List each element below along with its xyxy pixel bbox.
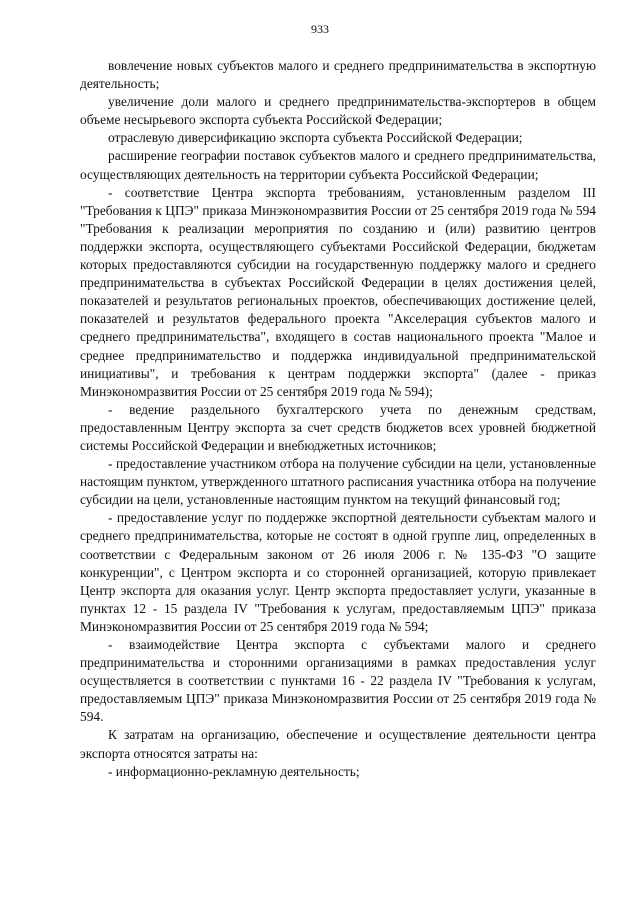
paragraph: - информационно-рекламную деятельность; bbox=[108, 763, 360, 779]
paragraph: - предоставление участником отбора на получение субсидии на цели, установленные настоящим пунктом, утвержденного штатного расписания участника отбора на получение субсидии на цели, установленные настоящим пунктом на текущий финансовый год; bbox=[80, 456, 597, 508]
paragraph: - предоставление услуг по поддержке экспортной деятельности субъектам малого и среднего предпринимательства, которые не состоят в одной группе лиц, определенных в соответствии с Федеральным законом от 26 июля 2006 г. № 135-ФЗ "О защите конкуренции", с Центром экспорта и со сторонней организацией, которую привлекает Центр экспорта для оказания услуг. Центр экспорта предоставляет услуги, указанные в пунктах 12 - 15 раздела IV "Требования к услугам, предоставляемым ЦПЭ" приказа Минэкономразвития России от 25 сентября 2019 года № 594; bbox=[80, 510, 596, 634]
paragraph: К затратам на организацию, обеспечение и осуществление деятельности центра экспорта относятся затраты на: bbox=[80, 727, 596, 761]
paragraph: увеличение доли малого и среднего предпринимательства-экспортеров в общем объеме несырьевого экспорта субъекта Российской Федерации; bbox=[80, 94, 596, 128]
paragraph: расширение географии поставок субъектов малого и среднего предпринимательства, осуществляющих деятельность на территории субъекта Российской Федерации; bbox=[80, 148, 596, 182]
paragraph: - ведение раздельного бухгалтерского учета по денежным средствам, предоставленным Центру экспорта за счет средств бюджетов всех уровней бюджетной системы Российской Федерации и внебюджетных источников; bbox=[80, 401, 596, 453]
paragraph: - взаимодействие Центра экспорта с субъектами малого и среднего предпринимательства и сторонними организациями в рамках предоставления услуг осуществляется в соответствии с пунктами 16 - 22 раздела IV "Требования к услугам, предоставляемым ЦПЭ" приказа Минэкономразвития России от 25 сентября 2019 года № 594. bbox=[80, 637, 596, 725]
paragraph: отраслевую диверсификацию экспорта субъекта Российской Федерации; bbox=[108, 130, 523, 146]
paragraph: - соответствие Центра экспорта требованиям, установленным разделом III "Требования к ЦПЭ" приказа Минэкономразвития России от 25 сентября 2019 года № 594 "Требования к реализации мероприятия по созданию и (или) развитию центров поддержки экспорта, осуществляющего субъектами Российской Федерации, бюджетам которых предоставляются субсидии на государственную поддержку малого и среднего предпринимательства в субъектах Российской Федерации в целях достижения целей, показателей и результатов региональных проектов, обеспечивающих достижение целей, показателей и результатов федерального проекта "Акселерация субъектов малого и среднего предпринимательства", входящего в состав национального проекта "Малое и среднее предпринимательство и поддержка индивидуальной предпринимательской инициативы", и требования к центрам поддержки экспорта" (далее - приказ Минэкономразвития России от 25 сентября 2019 года № 594); bbox=[80, 184, 596, 399]
paragraph: вовлечение новых субъектов малого и среднего предпринимательства в экспортную деятельность; bbox=[80, 58, 596, 92]
page-number: 933 bbox=[311, 22, 329, 36]
body-text bbox=[80, 57, 596, 781]
